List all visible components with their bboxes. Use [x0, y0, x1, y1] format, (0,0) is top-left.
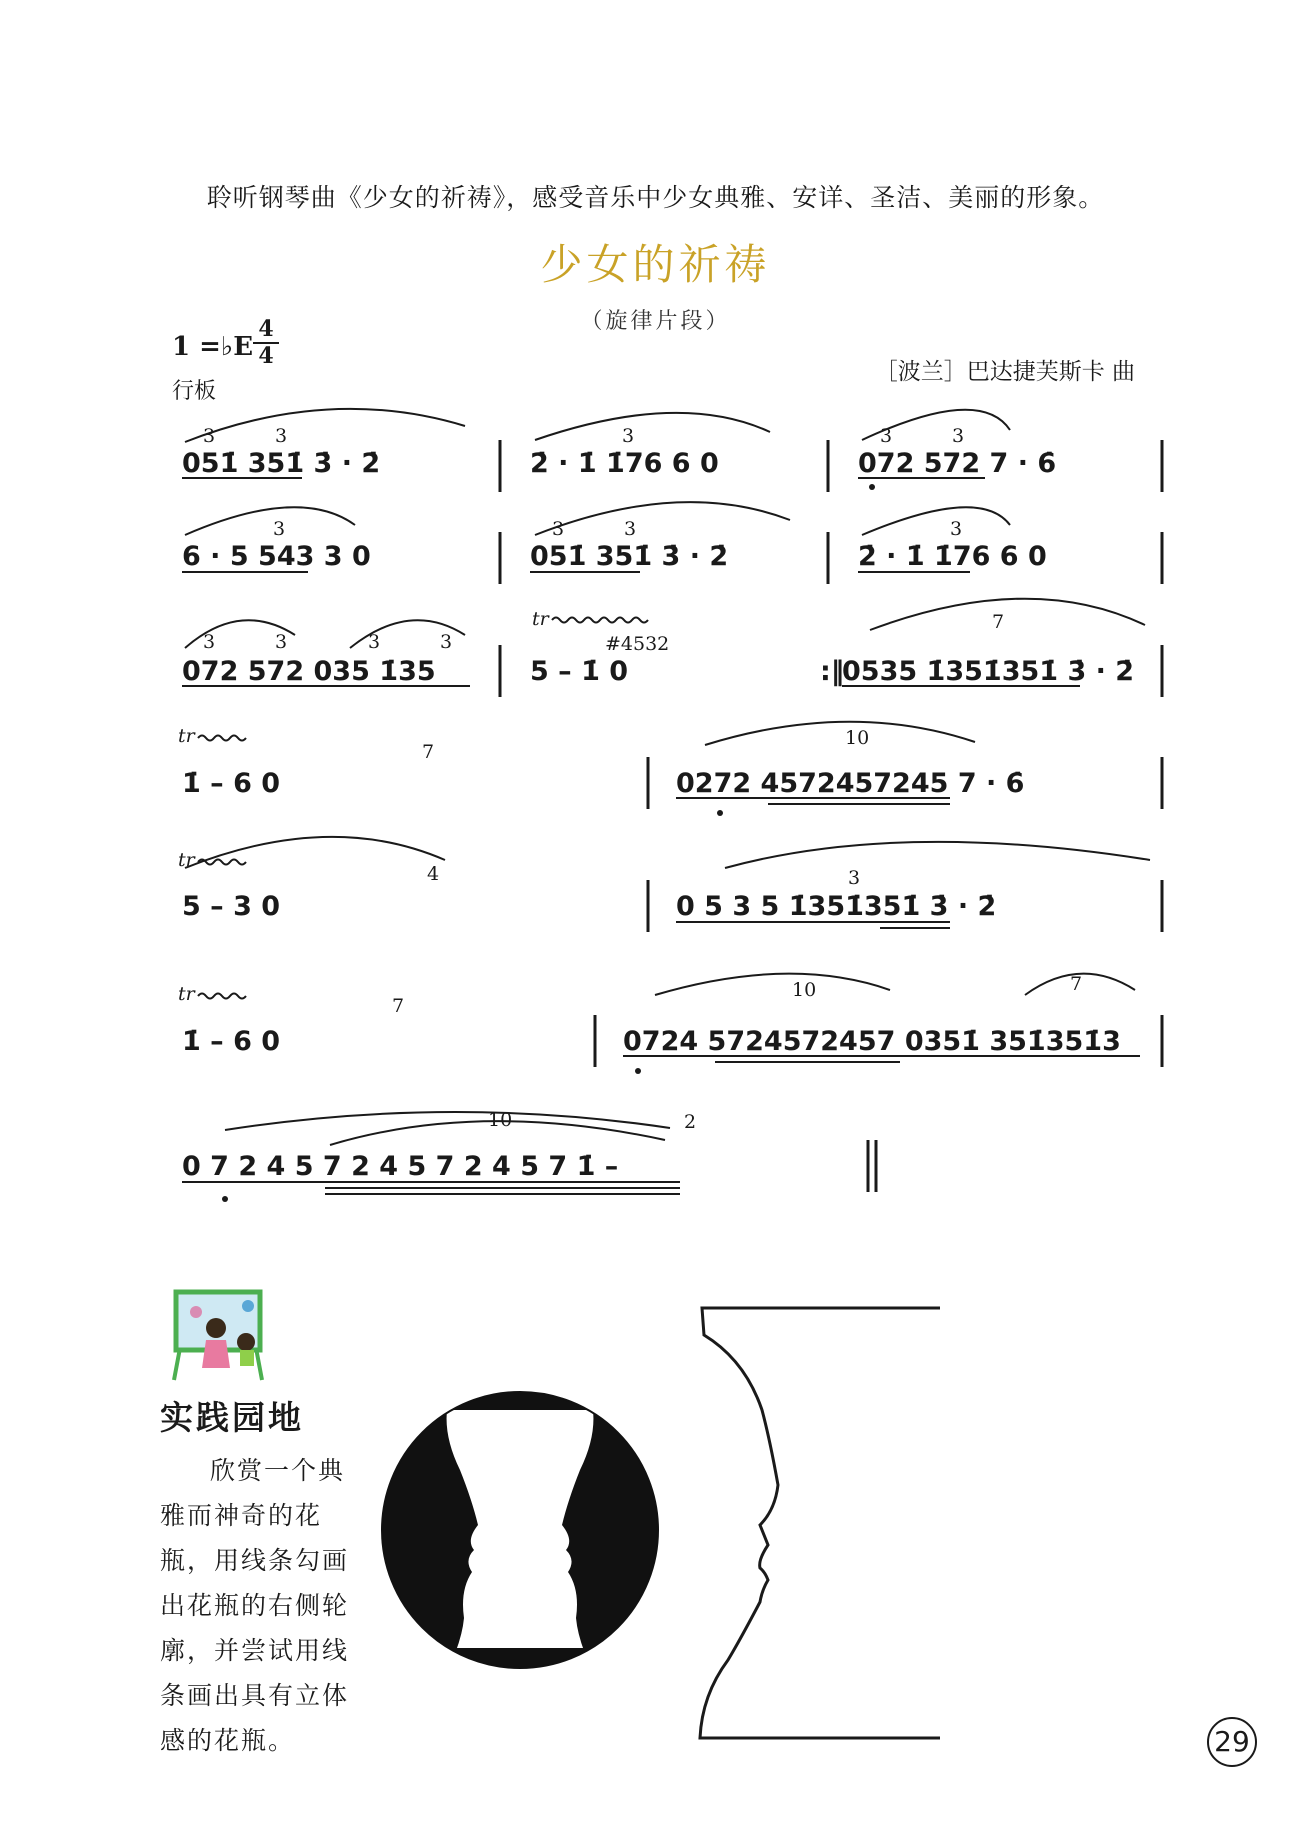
tuplet-label: 3: [622, 425, 635, 447]
grace-note: 4: [427, 863, 440, 885]
score-line-5: [178, 837, 1162, 932]
measure-6: 2̇ · 1̇ 1̇76 6 0: [858, 541, 1047, 572]
measure-4: 6 · 5 543 3 0: [182, 541, 371, 572]
tuplet-label: 3: [952, 425, 965, 447]
repeat-sign: :‖: [820, 656, 845, 687]
score-line-1: [182, 409, 1162, 492]
practice-title: 实践园地: [160, 1398, 304, 1437]
measure-16: 0 7 2 4 5 7 2 4 5 7 2 4 5 7 1̇ –: [182, 1151, 619, 1182]
measure-15: 0724 5724572457 0351̇ 351̇351̇3: [623, 1026, 1121, 1057]
measure-1: 051̇ 351̇ 3̇ · 2̇: [182, 448, 381, 479]
measure-2: 2̇ · 1̇ 1̇76 6 0: [530, 448, 719, 479]
measure-3: 072 572 7 · 6̇: [858, 448, 1057, 479]
tuplet-label: 3: [950, 518, 963, 540]
measure-9: 0535 1̇351̇351̇ 3̇ · 2̇: [842, 656, 1135, 687]
key-signature: 1 =♭E: [172, 332, 254, 362]
tuplet-label: 3: [275, 631, 288, 653]
grace-note: 2: [684, 1111, 697, 1133]
tuplet-label: 3: [440, 631, 453, 653]
measure-7: 072 572 035 1̇35: [182, 656, 436, 687]
tuplet-label: 3: [848, 867, 861, 889]
time-signature-bottom: 4: [258, 343, 274, 369]
song-title: 少女的祈祷: [540, 240, 771, 289]
intro-text: 聆听钢琴曲《少女的祈祷》，感受音乐中少女典雅、安详、圣洁、美丽的形象。: [206, 183, 1105, 212]
tuplet-label: 3: [275, 425, 288, 447]
vase-outline-drawing: [690, 1300, 950, 1750]
measure-5: 051̇ 351̇ 3̇ · 2̇: [530, 541, 729, 572]
practice-instructions: 欣赏一个典雅而神奇的花瓶，用线条勾画出花瓶的右侧轮廓，并尝试用线条画出具有立体感的花瓶。: [160, 1456, 350, 1755]
grace-note: 7: [392, 995, 405, 1017]
measure-13: 0 5 3 5 1̇351̇351̇ 3̇ · 2̇: [676, 891, 997, 922]
practice-text: [160, 1448, 360, 1763]
tuplet-label: 10: [792, 979, 817, 1001]
song-subtitle: （旋律片段）: [580, 309, 731, 334]
measure-11: 0272 4572457245 7 · 6̇: [676, 768, 1025, 799]
score-line-3: [182, 599, 1162, 697]
grace-note: 7: [422, 741, 435, 763]
tuplet-label: 7: [992, 611, 1005, 633]
tempo-marking: 行板: [172, 379, 217, 404]
measure-14: 1̇ – 6 0: [182, 1026, 281, 1057]
grace-notes: #4532: [605, 633, 670, 655]
tuplet-label: 3: [203, 425, 216, 447]
trill-mark: tr: [178, 725, 195, 747]
tuplet-label: 3: [880, 425, 893, 447]
tuplet-label: 7: [1070, 973, 1083, 995]
score-line-4: [178, 722, 1162, 816]
tuplet-label: 10: [845, 727, 870, 749]
tuplet-label: 3: [273, 518, 286, 540]
trill-mark: tr: [178, 983, 195, 1005]
tuplet-label: 3: [624, 518, 637, 540]
measure-12: 5 – 3 0: [182, 891, 281, 922]
easel-kids-icon: [160, 1288, 270, 1383]
trill-mark: tr: [178, 849, 195, 871]
trill-mark: tr: [532, 608, 549, 630]
tuplet-label: 3: [203, 631, 216, 653]
page-number: 29: [1207, 1717, 1257, 1767]
tuplet-label: 3: [368, 631, 381, 653]
tuplet-label: 3: [552, 518, 565, 540]
composer-credit: ［波兰］巴达捷芙斯卡 曲: [874, 359, 1135, 385]
score-line-7: [182, 1109, 876, 1202]
measure-8: 5 – 1̇ 0: [530, 656, 629, 687]
score-line-6: [178, 973, 1162, 1074]
score-line-2: [182, 502, 1162, 584]
measure-10: 1̇ – 6 0: [182, 768, 281, 799]
time-signature-top: 4: [258, 316, 274, 342]
tuplet-label: 10: [488, 1109, 513, 1131]
rubin-vase-image: [380, 1390, 660, 1670]
